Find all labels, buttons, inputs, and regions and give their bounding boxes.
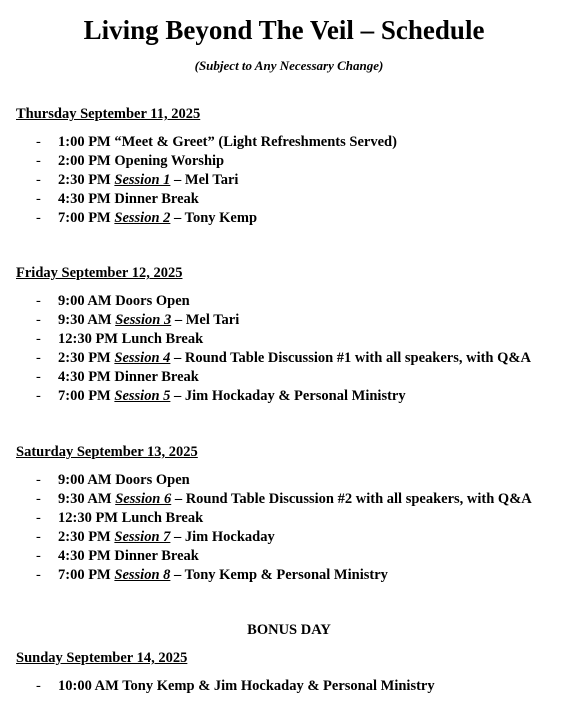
- session-label: Session 3: [115, 312, 172, 328]
- session-label: Session 4: [114, 350, 171, 366]
- bullet-dash: -: [36, 567, 41, 583]
- schedule-item: [16, 152, 561, 171]
- bullet-dash: -: [36, 312, 41, 328]
- event-speaker: – Round Table Discussion #1 with all speakers, with Q&A: [174, 350, 531, 366]
- bullet-dash: -: [36, 210, 41, 226]
- event-time: 9:30 AM: [58, 491, 112, 507]
- event-description: Tony Kemp & Jim Hockaday & Personal Ministry: [122, 678, 435, 694]
- day-section-friday: [16, 264, 561, 406]
- event-time: 9:30 AM: [58, 312, 112, 328]
- event-list: [16, 471, 561, 585]
- event-time: 12:30 PM: [58, 331, 118, 347]
- event-list: [16, 133, 561, 228]
- event-time: 9:00 AM: [58, 472, 112, 488]
- event-list: [16, 677, 561, 696]
- event-description: Opening Worship: [114, 153, 225, 169]
- day-heading: Friday September 12, 2025: [16, 265, 183, 281]
- event-time: 2:00 PM: [58, 153, 111, 169]
- bullet-dash: -: [36, 388, 41, 404]
- event-time: 4:30 PM: [58, 191, 111, 207]
- bonus-day-label: BONUS DAY: [247, 622, 331, 638]
- bullet-dash: -: [36, 331, 41, 347]
- event-description: Lunch Break: [121, 510, 204, 526]
- event-time: 12:30 PM: [58, 510, 118, 526]
- schedule-item: [16, 349, 561, 368]
- event-speaker: – Round Table Discussion #2 with all speakers, with Q&A: [174, 491, 532, 507]
- schedule-item: [16, 471, 561, 490]
- event-speaker: – Jim Hockaday & Personal Ministry: [174, 388, 406, 404]
- event-time: 4:30 PM: [58, 548, 111, 564]
- schedule-item: [16, 171, 561, 190]
- schedule-item: [16, 547, 561, 566]
- schedule-item: [16, 368, 561, 387]
- bullet-dash: -: [36, 491, 41, 507]
- event-speaker: – Mel Tari: [174, 312, 240, 328]
- session-label: Session 8: [114, 567, 171, 583]
- bullet-dash: -: [36, 548, 41, 564]
- schedule-item: [16, 677, 561, 696]
- schedule-item: [16, 190, 561, 209]
- event-time: 2:30 PM: [58, 529, 111, 545]
- schedule-item: [16, 330, 561, 349]
- bullet-dash: -: [36, 678, 41, 694]
- event-speaker: – Tony Kemp & Personal Ministry: [174, 567, 388, 583]
- schedule-item: [16, 311, 561, 330]
- schedule-item: [16, 133, 561, 152]
- event-list: [16, 292, 561, 406]
- day-section-thursday: [16, 105, 561, 228]
- bullet-dash: -: [36, 134, 41, 150]
- session-label: Session 7: [114, 529, 171, 545]
- page-title: Living Beyond The Veil – Schedule: [83, 15, 485, 45]
- event-time: 7:00 PM: [58, 388, 111, 404]
- bullet-dash: -: [36, 153, 41, 169]
- event-description: Doors Open: [115, 472, 190, 488]
- schedule-item: [16, 566, 561, 585]
- event-time: 10:00 AM: [58, 678, 119, 694]
- event-description: Dinner Break: [114, 369, 199, 385]
- schedule-item: [16, 292, 561, 311]
- event-speaker: – Tony Kemp: [174, 210, 258, 226]
- event-description: Doors Open: [115, 293, 190, 309]
- event-time: 4:30 PM: [58, 369, 111, 385]
- schedule-item: [16, 528, 561, 547]
- event-description: Lunch Break: [121, 331, 204, 347]
- bullet-dash: -: [36, 472, 41, 488]
- bullet-dash: -: [36, 510, 41, 526]
- schedule-item: [16, 509, 561, 528]
- schedule-item: [16, 490, 561, 509]
- bullet-dash: -: [36, 369, 41, 385]
- day-section-saturday: [16, 443, 561, 585]
- bullet-dash: -: [36, 172, 41, 188]
- session-label: Session 6: [115, 491, 172, 507]
- event-speaker: – Mel Tari: [174, 172, 239, 188]
- day-heading: Thursday September 11, 2025: [16, 106, 201, 122]
- event-time: 7:00 PM: [58, 210, 111, 226]
- event-time: 2:30 PM: [58, 172, 111, 188]
- bullet-dash: -: [36, 350, 41, 366]
- page-subtitle: (Subject to Any Necessary Change): [194, 58, 384, 73]
- event-description: Dinner Break: [114, 548, 199, 564]
- day-section-sunday: [16, 649, 561, 696]
- day-heading: Sunday September 14, 2025: [16, 650, 188, 666]
- schedule-item: [16, 387, 561, 406]
- event-time: 2:30 PM: [58, 350, 111, 366]
- bullet-dash: -: [36, 191, 41, 207]
- session-label: Session 5: [114, 388, 171, 404]
- bullet-dash: -: [36, 529, 41, 545]
- bullet-dash: -: [36, 293, 41, 309]
- event-description: “Meet & Greet” (Light Refreshments Served): [114, 134, 397, 150]
- event-time: 9:00 AM: [58, 293, 112, 309]
- session-label: Session 2: [114, 210, 171, 226]
- session-label: Session 1: [114, 172, 171, 188]
- event-time: 7:00 PM: [58, 567, 111, 583]
- day-heading: Saturday September 13, 2025: [16, 444, 198, 460]
- event-time: 1:00 PM: [58, 134, 111, 150]
- schedule-item: [16, 209, 561, 228]
- event-description: Dinner Break: [114, 191, 199, 207]
- event-speaker: – Jim Hockaday: [174, 529, 275, 545]
